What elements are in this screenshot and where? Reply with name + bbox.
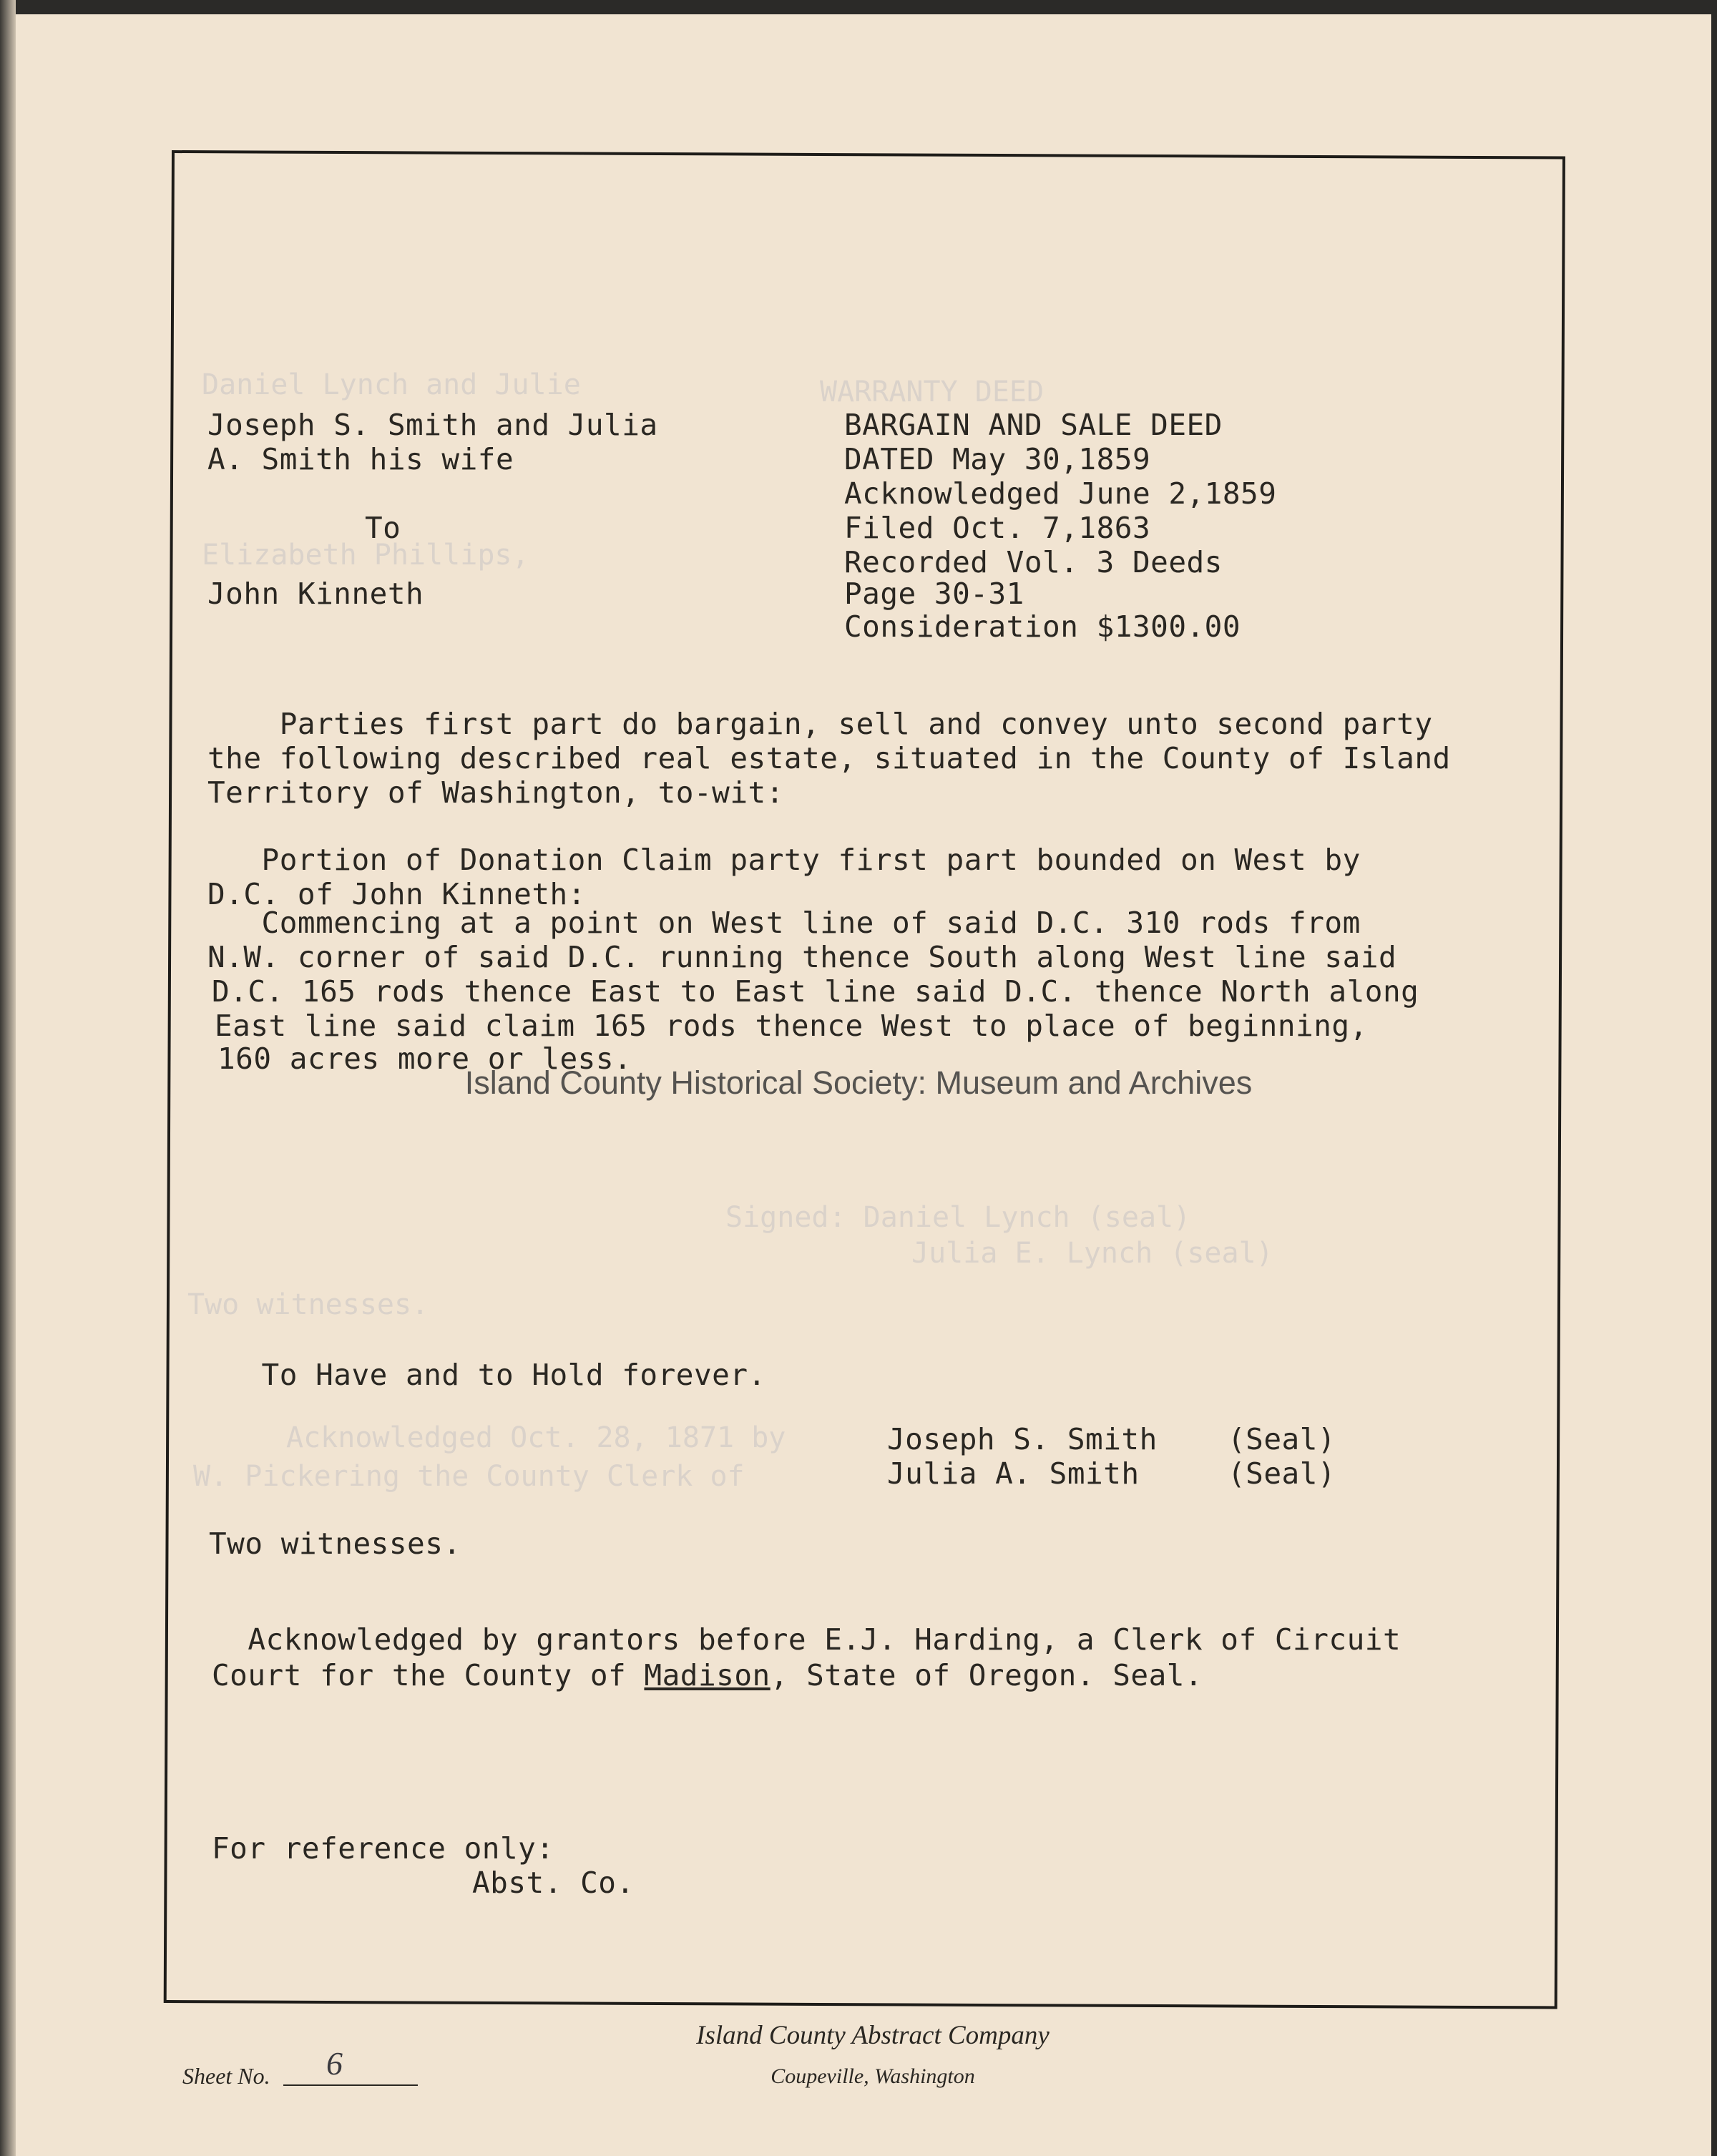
- grantee-name: John Kinneth: [207, 577, 424, 611]
- habendum-clause: To Have and to Hold forever.: [207, 1358, 766, 1392]
- bleed-text: Julia E. Lynch (seal): [911, 1237, 1273, 1270]
- county-name: Madison: [644, 1658, 771, 1692]
- bleed-text: Signed: Daniel Lynch (seal): [725, 1201, 1191, 1234]
- signature-1-name: Joseph S. Smith: [887, 1422, 1158, 1456]
- reference-line-2: Abst. Co.: [472, 1866, 635, 1900]
- body-line: 160 acres more or less.: [217, 1042, 632, 1076]
- reference-line-1: For reference only:: [212, 1831, 554, 1866]
- body-line: Portion of Donation Claim party first part bounded on West by: [207, 843, 1361, 877]
- body-line: the following described real estate, situated in the County of Island: [207, 741, 1451, 775]
- signature-1-seal: (Seal): [1228, 1422, 1336, 1456]
- body-line: D.C. 165 rods thence East to East line said D.C. thence North along: [212, 974, 1419, 1009]
- deed-page: Page 30-31: [844, 577, 1024, 611]
- body-line: Commencing at a point on West line of said D.C. 310 rods from: [207, 906, 1361, 940]
- body-line: Parties first part do bargain, sell and convey unto second party: [207, 707, 1433, 741]
- deed-acknowledged: Acknowledged June 2,1859: [844, 476, 1277, 511]
- deed-filed: Filed Oct. 7,1863: [844, 511, 1151, 545]
- body-line: Territory of Washington, to-wit:: [207, 775, 784, 810]
- to-label: To: [365, 511, 401, 545]
- acknowledgment-line-1: Acknowledged by grantors before E.J. Harding, a Clerk of Circuit: [212, 1622, 1402, 1657]
- signature-2-name: Julia A. Smith: [887, 1456, 1140, 1491]
- grantor-line-2: A. Smith his wife: [207, 442, 514, 476]
- bleed-text: Elizabeth Phillips,: [202, 539, 529, 572]
- acknowledgment-text: , State of Oregon. Seal.: [770, 1658, 1203, 1692]
- bleed-text: Daniel Lynch and Julie: [202, 368, 581, 401]
- sheet-number-line: [283, 2084, 418, 2086]
- acknowledgment-line-2: [212, 1658, 1203, 1692]
- footer-company: Island County Abstract Company: [696, 2021, 1050, 2050]
- body-line: D.C. of John Kinneth:: [207, 877, 586, 911]
- bleed-text: WARRANTY DEED: [820, 376, 1045, 408]
- archive-watermark: Island County Historical Society: Museum and Archives: [464, 1064, 1253, 1101]
- deed-dated: DATED May 30,1859: [844, 442, 1151, 476]
- bleed-text: Two witnesses.: [187, 1288, 429, 1321]
- sheet-number: 6: [326, 2045, 343, 2082]
- deed-recorded: Recorded Vol. 3 Deeds: [844, 545, 1223, 579]
- witnesses-line: Two witnesses.: [209, 1527, 461, 1561]
- sheet-label: Sheet No.: [182, 2063, 270, 2089]
- bleed-text: Acknowledged Oct. 28, 1871 by: [286, 1421, 786, 1454]
- bleed-text: W. Pickering the County Clerk of: [193, 1460, 745, 1493]
- grantor-line-1: Joseph S. Smith and Julia: [207, 408, 658, 442]
- footer-location: Coupeville, Washington: [771, 2064, 975, 2088]
- signature-2-seal: (Seal): [1228, 1456, 1336, 1491]
- body-line: N.W. corner of said D.C. running thence South along West line said: [207, 940, 1397, 974]
- deed-type: BARGAIN AND SALE DEED: [844, 408, 1223, 442]
- deed-consideration: Consideration $1300.00: [844, 609, 1241, 644]
- body-line: East line said claim 165 rods thence West to place of beginning,: [215, 1009, 1368, 1043]
- acknowledgment-text: Court for the County of: [212, 1658, 645, 1692]
